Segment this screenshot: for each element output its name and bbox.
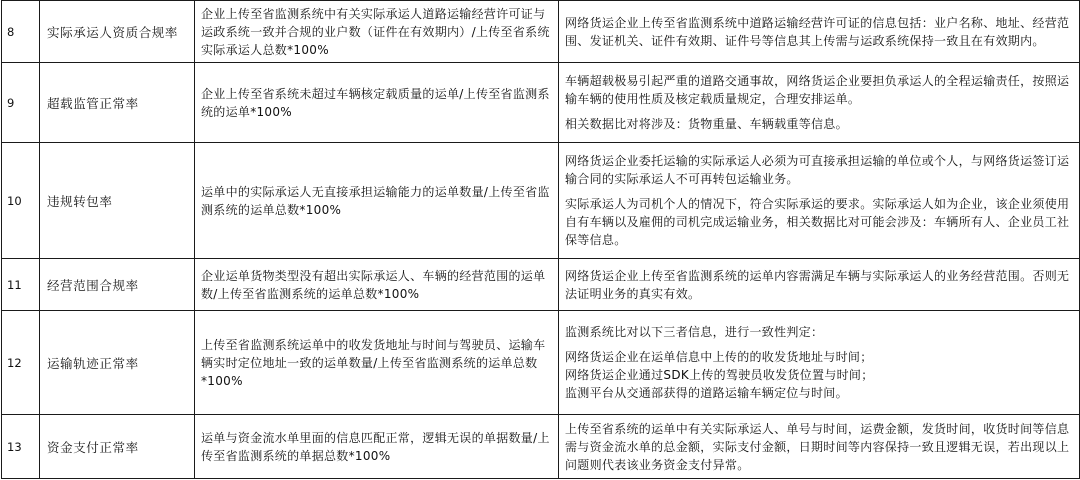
note-paragraph: 网络货运企业上传至省监测系统的运单内容需满足车辆与实际承运人的业务经营范围。否则无法证明业务的真实有效。 [565,268,1070,301]
indicator-name: 运输轨迹正常率 [40,311,195,415]
indicator-name: 实际承运人资质合规率 [40,1,195,63]
indicator-notes [559,311,1080,415]
indicator-name: 经营范围合规率 [40,259,195,311]
table-row [2,311,1080,415]
table-row [2,143,1080,259]
note-paragraph: 相关数据比对将涉及：货物重量、车辆载重等信息。 [565,117,848,131]
row-number: 11 [2,259,40,311]
note-paragraph: 车辆超载极易引起严重的道路交通事故，网络货运企业要担负承运人的全程运输责任，按照运输车辆的使用性质及核定载质量规定，合理安排运单。 [565,74,1070,106]
row-number: 9 [2,63,40,143]
row-number: 8 [2,1,40,63]
indicator-name: 资金支付正常率 [40,415,195,479]
indicator-definition: 企业上传至省系统未超过车辆核定载质量的运单/上传至省监测系统的运单*100% [195,63,559,143]
note-paragraph: 实际承运人为司机个人的情况下，符合实际承运的要求。实际承运人如为企业，该企业须使用自有车辆以及雇佣的司机完成运输业务，相关数据比对可能会涉及：车辆所有人、企业员工社保等信息。 [565,197,1070,247]
indicator-definition: 运单与资金流水单里面的信息匹配正常，逻辑无误的单据数量/上传至省监测系统的单据总数*100% [195,415,559,479]
indicator-name: 违规转包率 [40,143,195,259]
indicator-definition: 企业运单货物类型没有超出实际承运人、车辆的经营范围的运单数/上传至省监测系统的运单总数*100% [195,259,559,311]
note-paragraph: 网络货运企业在运单信息中上传的的收发货地址与时间； 网络货运企业通过SDK上传的驾驶员收发货位置与时间； 监测平台从交通部获得的道路运输车辆定位与时间。 [565,350,874,400]
indicator-notes [559,415,1080,479]
indicator-table [1,0,1080,479]
note-paragraph: 网络货运企业委托运输的实际承运人必须为可直接承担运输的单位或个人，与网络货运签订运输合同的实际承运人不可再转包运输业务。 [565,154,1070,186]
table-row [2,415,1080,479]
indicator-notes [559,259,1080,311]
row-number: 13 [2,415,40,479]
indicator-notes [559,63,1080,143]
note-paragraph: 监测系统比对以下三者信息，进行一致性判定： [565,325,824,339]
indicator-notes [559,143,1080,259]
table-row [2,259,1080,311]
note-paragraph: 上传至省系统的运单中有关实际承运人、单号与时间，运费金额，发货时间，收货时间等信息需与资金流水单的总金额，实际支付金额，日期时间等内容保持一致且逻辑无误，若出现以上问题则代表该业务资金支付异常。 [565,421,1070,472]
table-row [2,63,1080,143]
row-number: 12 [2,311,40,415]
indicator-notes [559,1,1080,63]
row-number: 10 [2,143,40,259]
note-paragraph: 网络货运企业上传至省监测系统中道路运输经营许可证的信息包括：业户名称、地址、经营范围、发证机关、证件有效期、证件号等信息其上传需与运政系统保持一致且在有效期内。 [565,15,1070,48]
indicator-definition: 企业上传至省监测系统中有关实际承运人道路运输经营许可证与运政系统一致并合规的业户数（证件在有效期内）/上传至省系统实际承运人总数*100% [195,1,559,63]
indicator-definition: 运单中的实际承运人无直接承担运输能力的运单数量/上传至省监测系统的运单总数*100% [195,143,559,259]
table-row [2,1,1080,63]
indicator-name: 超载监管正常率 [40,63,195,143]
indicator-definition: 上传至省监测系统运单中的收发货地址与时间与驾驶员、运输车辆实时定位地址一致的运单数量/上传至省监测系统的运单总数*100% [195,311,559,415]
